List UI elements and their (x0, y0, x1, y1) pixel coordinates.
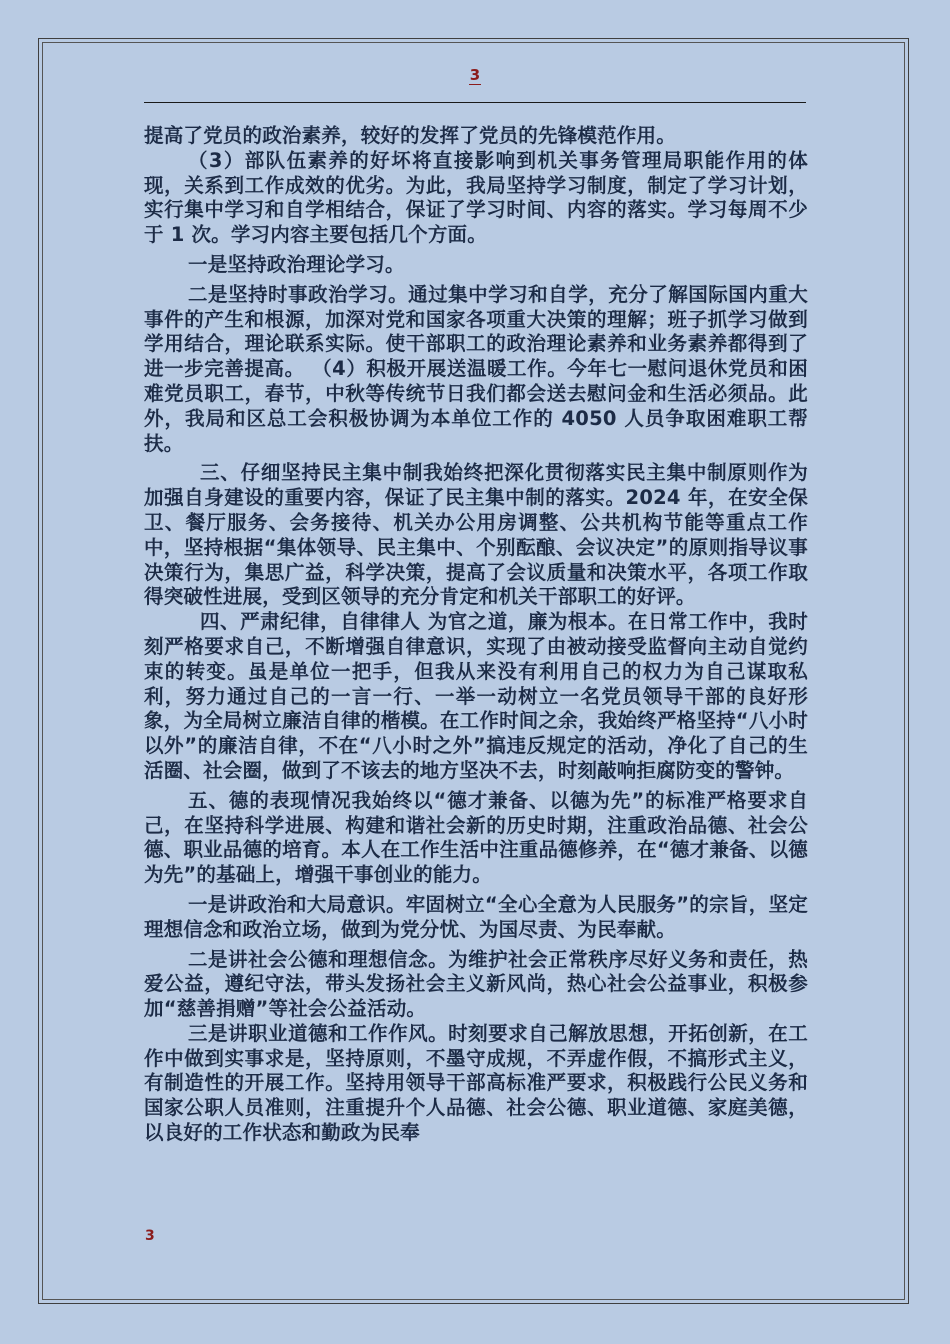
paragraph-4: 二是坚持时事政治学习。通过集中学习和自学，充分了解国际国内重大事件的产生和根源，加深对党和国家各项重大决策的理解；班子抓学习做到学用结合，理论联系实际。使干部职工的政治理论素养和业务素养都得到了进一步完善提高。 （4）积极开展送温暖工作。今年七一慰问退休党员和困难党员职工，春节，中秋等传统节日我们都会送去慰问金和生活必须品。此外，我局和区总工会积极协调为本单位工作的 4050 人员争取困难职工帮扶。 (144, 282, 808, 455)
paragraph-6: 四、严肃纪律，自律律人 为官之道，廉为根本。在日常工作中，我时刻严格要求自己，不断增强自律意识，实现了由被动接受监督向主动自觉约束的转变。虽是单位一把手，但我从来没有利用自己的权力为自己谋取私利，努力通过自己的一言一行、一举一动树立一名党员领导干部的良好形象，为全局树立廉洁自律的楷模。在工作时间之余，我始终严格坚持“八小时以外”的廉洁自律，不在“八小时之外”搞违反规定的活动，净化了自己的生活圈、社会圈，做到了不该去的地方坚决不去，时刻敲响拒腐防变的警钟。 (144, 610, 808, 782)
footer-page-number: 3 (145, 1228, 155, 1244)
paragraph-1: 提高了党员的政治素养，较好的发挥了党员的先锋模范作用。 (144, 124, 676, 147)
header-page-number (0, 66, 950, 85)
header-page-number-text: 3 (469, 66, 481, 84)
paragraph-8: 一是讲政治和大局意识。牢固树立“全心全意为人民服务”的宗旨，坚定理想信念和政治立场，做到为党分忧、为国尽责、为民奉献。 (144, 892, 808, 941)
document-body (144, 124, 808, 1146)
paragraph-7: 五、德的表现情况我始终以“德才兼备、以德为先”的标准严格要求自己，在坚持科学进展、构建和谐社会新的历史时期，注重政治品德、社会公德、职业品德的培育。本人在工作生活中注重品德修养，在“德才兼备、以德为先”的基础上，增强干事创业的能力。 (144, 788, 808, 887)
paragraph-10: 三是讲职业道德和工作作风。时刻要求自己解放思想，开拓创新，在工作中做到实事求是，坚持原则，不墨守成规，不弄虚作假，不搞形式主义，有制造性的开展工作。坚持用领导干部高标准严要求，积极践行公民义务和国家公职人员准则，注重提升个人品德、社会公德、职业道德、家庭美德，以良好的工作状态和勤政为民奉 (144, 1021, 808, 1145)
paragraph-2: （3）部队伍素养的好坏将直接影响到机关事务管理局职能作用的体现，关系到工作成效的优劣。为此，我局坚持学习制度，制定了学习计划，实行集中学习和自学相结合，保证了学习时间、内容的落实。学习每周不少于 1 次。学习内容主要包括几个方面。 (144, 148, 808, 247)
paragraph-9: 二是讲社会公德和理想信念。为维护社会正常秩序尽好义务和责任，热爱公益，遵纪守法，带头发扬社会主义新风尚，热心社会公益事业，积极参加“慈善捐赠”等社会公益活动。 (144, 947, 808, 1021)
header-rule (144, 102, 806, 103)
paragraph-3: 一是坚持政治理论学习。 (188, 252, 405, 276)
paragraph-5: 三、仔细坚持民主集中制我始终把深化贯彻落实民主集中制原则作为加强自身建设的重要内容，保证了民主集中制的落实。2024 年，在安全保卫、餐厅服务、会务接待、机关办公用房调整、公共机构节能等重点工作中，坚持根据“集体领导、民主集中、个别酝酿、会议决定”的原则指导议事决策行为，集思广益，科学决策，提高了会议质量和决策水平，各项工作取得突破性进展，受到区领导的充分肯定和机关干部职工的好评。 (144, 461, 808, 609)
